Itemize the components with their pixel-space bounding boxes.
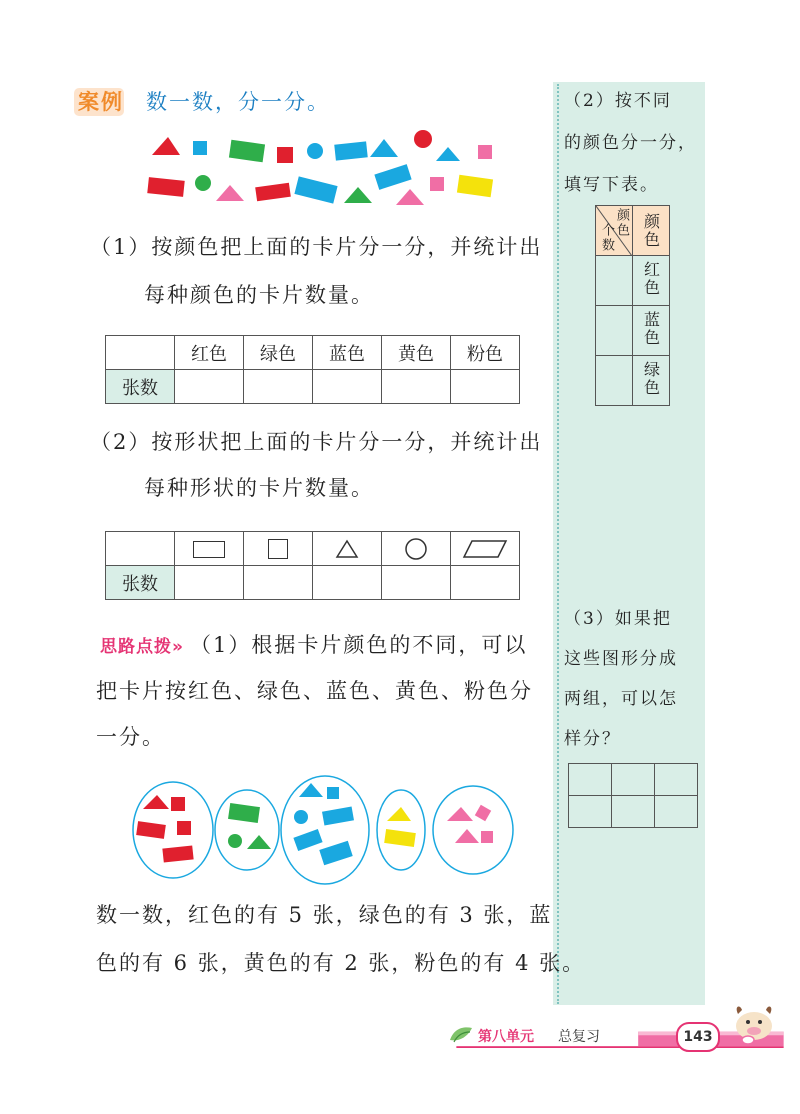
row-label-count: 张数: [106, 566, 175, 600]
side-q3-line1: （3）如果把: [564, 609, 672, 629]
circle-icon: [404, 537, 428, 561]
side-q2-line3: 填写下表。: [564, 175, 659, 195]
answer-cell[interactable]: [313, 566, 382, 600]
table-corner: [106, 532, 175, 566]
card-pink-square: [478, 145, 492, 159]
leaf-icon: [448, 1024, 474, 1044]
section-label: 总复习: [558, 1029, 600, 1045]
card-red-circle: [414, 130, 432, 148]
grouping-answer-grid: [568, 763, 698, 828]
rectangle-icon: [193, 541, 225, 558]
answer-cell[interactable]: [569, 796, 612, 828]
vt-corner: [596, 206, 633, 256]
sidebar-divider: [557, 84, 559, 1004]
card-blue-square: [193, 141, 207, 155]
col-green: 绿色: [244, 336, 313, 370]
row-label-count: 张数: [106, 370, 175, 404]
answer-cell[interactable]: [596, 356, 633, 406]
group-green-oval: [215, 790, 279, 870]
side-q3-line4: 样分？: [564, 729, 621, 749]
card-pink-triangle: [216, 185, 244, 201]
tip-line1: （1）根据卡片颜色的不同，可以: [190, 633, 528, 657]
answer-cell[interactable]: [175, 566, 244, 600]
vt-row-blue: 蓝色: [633, 306, 670, 356]
answer-cell[interactable]: [451, 566, 520, 600]
answer-cell[interactable]: [596, 306, 633, 356]
col-triangle: [313, 532, 382, 566]
vertical-color-table: [595, 205, 670, 406]
card-green-circle: [195, 175, 211, 191]
col-parallelogram: [451, 532, 520, 566]
color-count-table: [105, 335, 520, 404]
col-circle: [382, 532, 451, 566]
table-corner: [106, 336, 175, 370]
card-pink-square-2: [430, 177, 444, 191]
vt-header-color: 颜色: [633, 206, 670, 256]
answer-cell[interactable]: [569, 764, 612, 796]
unit-label: 第八单元: [478, 1029, 534, 1045]
shape-count-table: [105, 531, 520, 600]
col-rectangle: [175, 532, 244, 566]
col-yellow: 黄色: [382, 336, 451, 370]
card-green-triangle: [344, 187, 372, 203]
grouped-cards-illustration: [125, 775, 525, 885]
side-q3-line2: 这些图形分成: [564, 649, 678, 669]
thinking-tip-label: 思路点拨»: [100, 637, 184, 657]
answer-cell[interactable]: [244, 370, 313, 404]
vt-row-red: 红色: [633, 256, 670, 306]
answer-cell[interactable]: [655, 796, 698, 828]
group-blue-oval: [281, 776, 369, 884]
example-title: 数一数，分一分。: [146, 90, 330, 114]
group-yellow-oval: [377, 790, 425, 870]
card-red-rect: [147, 177, 184, 197]
tip-line3: 一分。: [96, 725, 165, 749]
card-red-triangle: [152, 137, 180, 155]
card-blue-rect: [334, 141, 367, 160]
card-blue-rect-2: [374, 164, 411, 190]
col-red: 红色: [175, 336, 244, 370]
square-icon: [268, 539, 288, 559]
vt-row-green: 绿色: [633, 356, 670, 406]
side-q3-line3: 两组，可以怎: [564, 689, 678, 709]
answer-cell[interactable]: [244, 566, 313, 600]
answer-cell[interactable]: [382, 370, 451, 404]
example-badge: 案例: [78, 86, 124, 116]
conclusion-line1: 数一数，红色的有 5 张，绿色的有 3 张，蓝: [96, 903, 553, 927]
card-pink-triangle-2: [396, 189, 424, 205]
answer-cell[interactable]: [655, 764, 698, 796]
card-blue-parallelogram: [294, 176, 337, 203]
card-green-rect: [229, 140, 265, 163]
vt-corner-top: 颜色: [614, 208, 629, 238]
side-q2-line2: 的颜色分一分，: [564, 133, 697, 153]
card-red-square: [277, 147, 293, 163]
card-blue-triangle-2: [436, 147, 460, 161]
answer-cell[interactable]: [313, 370, 382, 404]
tip-line2: 把卡片按红色、绿色、蓝色、黄色、粉色分: [96, 679, 533, 703]
parallelogram-icon: [462, 539, 508, 559]
page-number: 143: [676, 1022, 720, 1052]
conclusion-line2: 色的有 6 张，黄色的有 2 张，粉色的有 4 张。: [96, 951, 586, 975]
vt-corner-bottom: 个数: [599, 223, 614, 253]
col-square: [244, 532, 313, 566]
side-q2-line1: （2）按不同: [564, 91, 672, 111]
q2-line2: 每种形状的卡片数量。: [144, 476, 374, 500]
col-blue: 蓝色: [313, 336, 382, 370]
answer-cell[interactable]: [612, 764, 655, 796]
q2-line1: （2）按形状把上面的卡片分一分，并统计出: [90, 430, 543, 454]
answer-cell[interactable]: [596, 256, 633, 306]
answer-cell[interactable]: [451, 370, 520, 404]
answer-cell[interactable]: [612, 796, 655, 828]
card-yellow-rect: [457, 175, 493, 198]
col-pink: 粉色: [451, 336, 520, 370]
card-red-rect-2: [255, 183, 291, 202]
card-blue-triangle: [370, 139, 398, 157]
answer-cell[interactable]: [382, 566, 451, 600]
scattered-cards-illustration: [140, 125, 500, 210]
q1-line2: 每种颜色的卡片数量。: [144, 283, 374, 307]
cow-mascot-icon: [724, 996, 784, 1046]
answer-cell[interactable]: [175, 370, 244, 404]
group-pink-oval: [433, 786, 513, 874]
card-blue-circle: [307, 143, 323, 159]
triangle-icon: [335, 539, 359, 559]
q1-line1: （1）按颜色把上面的卡片分一分，并统计出: [90, 235, 543, 259]
